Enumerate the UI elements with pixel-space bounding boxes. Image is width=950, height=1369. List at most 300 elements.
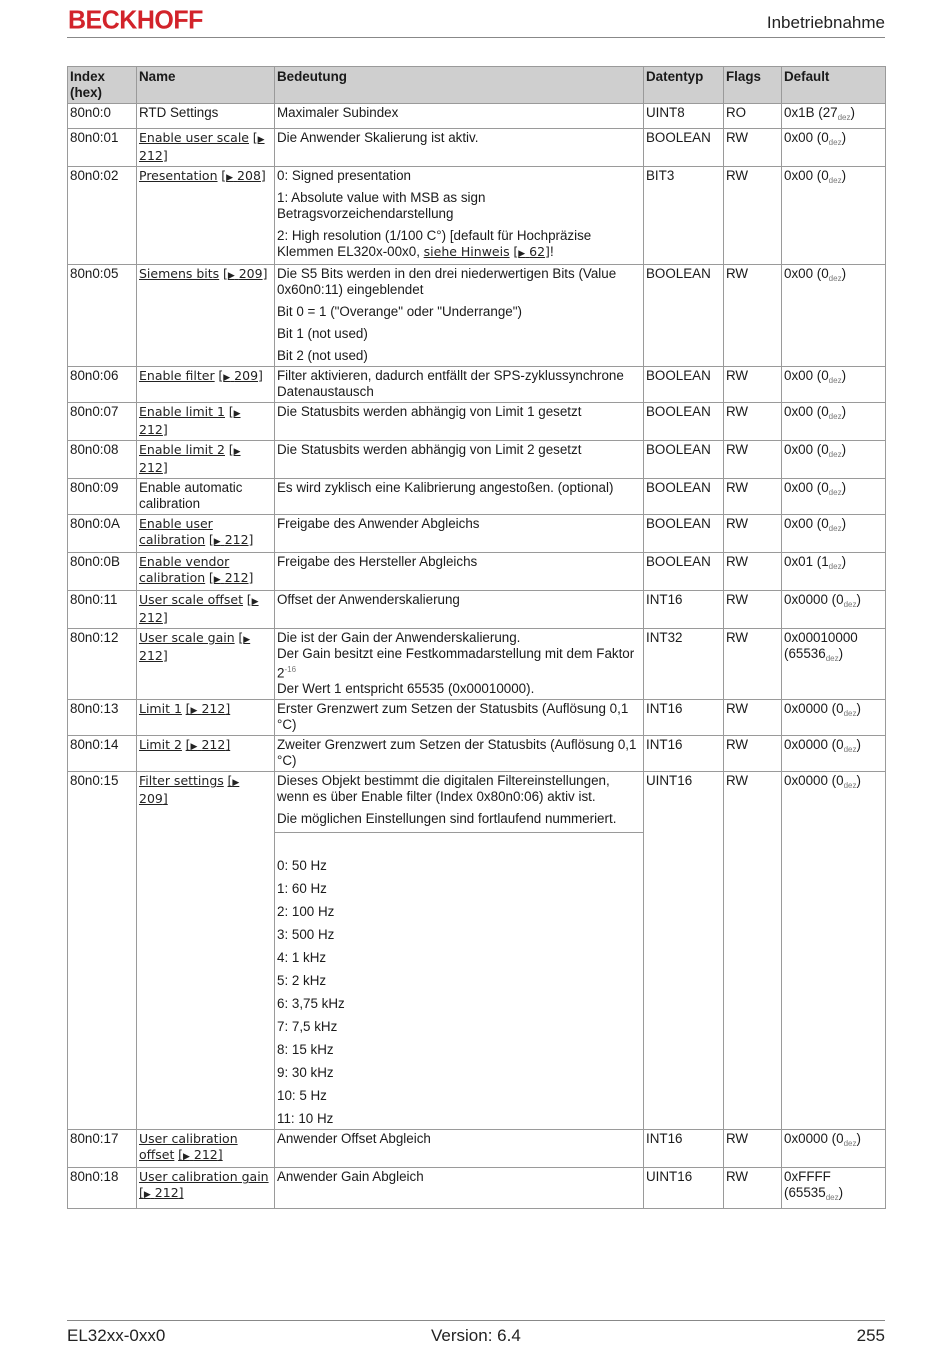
name-cell <box>137 403 275 441</box>
flags-cell: RW <box>724 772 782 1130</box>
name-cell <box>137 1168 275 1209</box>
meaning-line <box>277 1131 641 1147</box>
meaning-cell <box>275 772 644 1130</box>
flags-cell: RW <box>724 591 782 629</box>
default-cell <box>782 403 886 441</box>
exponent: -16 <box>284 665 297 674</box>
footer-page-number: 255 <box>856 1326 885 1345</box>
default-close: ) <box>841 404 847 419</box>
arrow-icon: ▶ <box>233 409 241 419</box>
name-cell <box>137 167 275 265</box>
hint-tail: ! <box>549 244 554 259</box>
page-link[interactable]: [▶ 212] <box>139 130 265 163</box>
default-close: ) <box>856 773 861 789</box>
default-close: ) <box>856 1131 861 1147</box>
default-value: 0x00 (0 <box>784 130 829 145</box>
col-default-header: Default <box>782 67 886 104</box>
default-value: 0x01 (1 <box>784 554 829 569</box>
default-close: ) <box>856 592 861 607</box>
default-value: 0xFFFF (65535 <box>784 1169 831 1201</box>
meaning-line <box>277 681 641 697</box>
meaning-cell <box>275 591 644 629</box>
name-link[interactable]: Limit 2 <box>139 737 182 753</box>
meaning-line <box>277 442 641 458</box>
name-cell <box>137 129 275 167</box>
meaning-line <box>277 554 641 570</box>
name-cell <box>137 700 275 736</box>
index-cell: 80n0:12 <box>68 629 137 700</box>
filter-option: 1: 60 Hz <box>277 881 327 897</box>
arrow-icon: ▶ <box>518 249 526 259</box>
index-cell: 80n0:0B <box>68 553 137 591</box>
datatype-cell: BOOLEAN <box>644 515 724 553</box>
table-row <box>68 104 886 129</box>
filter-option: 5: 2 kHz <box>277 973 327 989</box>
name-cell <box>137 772 275 1130</box>
default-value: 0x0000 (0 <box>784 737 844 753</box>
default-close: ) <box>841 480 847 495</box>
default-cell <box>782 167 886 265</box>
name-link[interactable]: User calibration offset <box>139 1131 238 1163</box>
page-link[interactable]: [▶ 212] <box>139 1185 184 1201</box>
meaning-cell <box>275 1168 644 1209</box>
default-base: dez <box>828 488 842 497</box>
datatype-cell: UINT8 <box>644 104 724 129</box>
datatype-cell: INT16 <box>644 700 724 736</box>
default-close: ) <box>841 266 847 281</box>
index-cell: 80n0:17 <box>68 1130 137 1168</box>
default-base: dez <box>825 654 839 663</box>
index-cell: 80n0:0A <box>68 515 137 553</box>
meaning-cell <box>275 129 644 167</box>
flags-cell: RW <box>724 167 782 265</box>
table-row <box>68 265 886 367</box>
name-cell <box>137 265 275 367</box>
default-cell <box>782 629 886 700</box>
default-close: ) <box>838 1185 844 1201</box>
default-value: 0x0000 (0 <box>784 701 844 717</box>
filter-option: 7: 7,5 kHz <box>277 1019 338 1035</box>
default-value: 0x0000 (0 <box>784 773 844 789</box>
meaning-text: 2: High resolution (1/100 C°) [default für Hochpräzise Klemmen EL320x-00x0, <box>277 228 592 259</box>
name-cell <box>137 629 275 700</box>
table-row <box>68 1168 886 1209</box>
flags-cell: RW <box>724 1168 782 1209</box>
page-ref[interactable]: 212 <box>139 648 163 663</box>
default-value: 0x00 (0 <box>784 480 829 495</box>
arrow-icon: ▶ <box>213 537 221 547</box>
index-cell: 80n0:06 <box>68 367 137 403</box>
arrow-icon: ▶ <box>233 447 241 457</box>
default-base: dez <box>828 412 842 421</box>
page-ref[interactable]: 62 <box>529 244 546 259</box>
page-link[interactable]: [▶ 208] <box>221 168 266 183</box>
index-cell: 80n0:14 <box>68 736 137 772</box>
meaning-line <box>277 701 641 733</box>
meaning-text: Die Anwender Skalierung ist aktiv. <box>277 130 479 145</box>
col-index-header: Index (hex) <box>68 67 137 104</box>
page-ref[interactable]: 209 <box>238 266 263 281</box>
page-link[interactable]: [▶ 212] <box>178 1147 223 1163</box>
page-ref[interactable]: 212 <box>193 1147 218 1163</box>
filter-option: 10: 5 Hz <box>277 1088 327 1104</box>
page-ref[interactable]: 212 <box>154 1185 179 1201</box>
table-row <box>68 167 886 265</box>
page-link[interactable]: [▶ 209] <box>218 368 263 383</box>
meaning-line <box>277 348 641 364</box>
name-text: RTD Settings <box>139 105 219 120</box>
meaning-line <box>277 368 641 400</box>
default-close: ) <box>841 442 847 457</box>
default-cell <box>782 700 886 736</box>
table-row <box>68 591 886 629</box>
datatype-cell: INT16 <box>644 591 724 629</box>
footer-divider <box>67 1320 885 1321</box>
meaning-line <box>277 516 641 532</box>
default-close: ) <box>841 130 847 145</box>
meaning-line <box>277 266 641 298</box>
datatype-cell: INT16 <box>644 736 724 772</box>
default-base: dez <box>828 376 842 385</box>
index-cell: 80n0:05 <box>68 265 137 367</box>
table-row <box>68 441 886 479</box>
header-divider <box>67 37 885 38</box>
datatype-cell: BOOLEAN <box>644 129 724 167</box>
flags-cell: RW <box>724 1130 782 1168</box>
datatype-cell: BOOLEAN <box>644 367 724 403</box>
meaning-line <box>277 404 641 420</box>
name-cell <box>137 104 275 129</box>
name-link[interactable]: Enable user calibration <box>139 516 213 547</box>
filter-option: 2: 100 Hz <box>277 904 335 920</box>
name-cell <box>137 515 275 553</box>
default-base: dez <box>843 745 857 755</box>
meaning-line <box>277 326 641 342</box>
page-ref[interactable]: 212 <box>224 532 249 547</box>
default-value: 0x1B (27 <box>784 105 838 120</box>
index-cell: 80n0:15 <box>68 772 137 1130</box>
flags-cell: RW <box>724 479 782 515</box>
col-type-header: Datentyp <box>644 67 724 104</box>
datatype-cell: INT16 <box>644 1130 724 1168</box>
default-close: ) <box>850 105 855 120</box>
table-row <box>68 1130 886 1168</box>
meaning-text: Freigabe des Anwender Abgleichs <box>277 516 480 531</box>
default-cell <box>782 772 886 1130</box>
name-cell <box>137 441 275 479</box>
meaning-text: Offset der Anwenderskalierung <box>277 592 460 607</box>
flags-cell: RW <box>724 515 782 553</box>
index-cell: 80n0:07 <box>68 403 137 441</box>
col-flags-header: Flags <box>724 67 782 104</box>
meaning-text: Erster Grenzwert zum Setzen der Statusbits (Auflösung 0,1 °C) <box>277 701 629 733</box>
flags-cell: RW <box>724 553 782 591</box>
table-row <box>68 367 886 403</box>
meaning-text: 0: Signed presentation <box>277 168 412 183</box>
default-base: dez <box>828 138 842 147</box>
default-cell <box>782 129 886 167</box>
filter-option: 3: 500 Hz <box>277 927 335 943</box>
arrow-icon: ▶ <box>232 778 240 789</box>
default-value: 0x00 (0 <box>784 442 829 457</box>
beckhoff-logo: BECKHOFF <box>68 5 203 35</box>
default-cell <box>782 104 886 129</box>
meaning-cell <box>275 167 644 265</box>
default-close: ) <box>841 516 847 531</box>
default-cell <box>782 736 886 772</box>
page-ref[interactable]: 212 <box>139 422 163 437</box>
page-link[interactable]: [▶ 212] <box>139 592 259 625</box>
table-row <box>68 700 886 736</box>
arrow-icon: ▶ <box>143 1190 151 1201</box>
hint-link[interactable]: siehe Hinweis <box>423 244 510 259</box>
name-cell <box>137 1130 275 1168</box>
flags-cell: RW <box>724 629 782 700</box>
default-cell <box>782 591 886 629</box>
meaning-cell <box>275 367 644 403</box>
default-base: dez <box>828 450 842 459</box>
meaning-cell <box>275 403 644 441</box>
flags-cell: RW <box>724 265 782 367</box>
meaning-text: Freigabe des Hersteller Abgleichs <box>277 554 478 569</box>
datatype-cell: UINT16 <box>644 772 724 1130</box>
table-row <box>68 403 886 441</box>
meaning-text: Der Wert 1 entspricht 65535 (0x00010000). <box>277 681 535 697</box>
default-value: 0x00 (0 <box>784 404 829 419</box>
default-close: ) <box>856 701 861 717</box>
arrow-icon: ▶ <box>223 373 231 383</box>
page-ref[interactable]: 212 <box>139 460 163 475</box>
meaning-line <box>277 480 641 496</box>
default-base: dez <box>837 113 851 122</box>
default-cell <box>782 441 886 479</box>
default-base: dez <box>843 781 857 791</box>
meaning-line <box>277 630 641 646</box>
default-cell <box>782 265 886 367</box>
default-base: dez <box>828 176 842 185</box>
meaning-line <box>277 773 641 805</box>
default-cell <box>782 553 886 591</box>
name-link[interactable]: Siemens bits <box>139 266 220 281</box>
page-ref[interactable]: 212 <box>201 701 226 717</box>
default-base: dez <box>828 562 842 571</box>
name-link[interactable]: User scale gain <box>139 630 235 645</box>
index-cell: 80n0:13 <box>68 700 137 736</box>
default-base: dez <box>843 1139 857 1149</box>
name-link[interactable]: Presentation <box>139 168 218 183</box>
default-base: dez <box>828 274 842 283</box>
arrow-icon: ▶ <box>190 706 198 717</box>
meaning-text: Der Gain besitzt eine Festkommadarstellung mit dem Faktor 2 <box>277 646 635 681</box>
filter-option: 6: 3,75 kHz <box>277 996 345 1012</box>
page-link[interactable]: [▶ 212] <box>208 570 254 585</box>
meaning-line <box>277 190 641 222</box>
arrow-icon: ▶ <box>243 635 251 645</box>
name-link[interactable]: Enable vendor calibration <box>139 554 230 585</box>
object-table <box>67 66 886 1209</box>
datatype-cell: BOOLEAN <box>644 265 724 367</box>
name-link[interactable]: Enable limit 2 <box>139 442 225 457</box>
default-cell <box>782 479 886 515</box>
default-cell <box>782 367 886 403</box>
meaning-cell <box>275 515 644 553</box>
page-ref[interactable]: 212 <box>201 737 226 753</box>
meaning-text: Die ist der Gain der Anwenderskalierung. <box>277 630 521 645</box>
col-meaning-header: Bedeutung <box>275 67 644 104</box>
default-close: ) <box>841 368 847 383</box>
meaning-text: Anwender Gain Abgleich <box>277 1169 424 1185</box>
name-link[interactable]: Enable user scale <box>139 130 249 145</box>
default-base: dez <box>828 524 842 533</box>
default-close: ) <box>856 737 861 753</box>
name-link[interactable]: User scale offset <box>139 592 244 607</box>
meaning-text: Es wird zyklisch eine Kalibrierung angestoßen. (optional) <box>277 480 614 495</box>
index-cell: 80n0:02 <box>68 167 137 265</box>
table-body <box>68 104 886 1209</box>
table-header-row <box>68 67 886 104</box>
meaning-text: Bit 2 (not used) <box>277 348 368 363</box>
filter-option: 9: 30 kHz <box>277 1065 334 1081</box>
meaning-cell <box>275 265 644 367</box>
name-link[interactable]: User calibration gain <box>139 1169 269 1185</box>
section-title: Inbetriebnahme <box>766 13 885 32</box>
index-cell: 80n0:08 <box>68 441 137 479</box>
datatype-cell: INT32 <box>644 629 724 700</box>
flags-cell: RW <box>724 367 782 403</box>
meaning-line <box>277 646 641 681</box>
filter-option: 11: 10 Hz <box>277 1111 334 1127</box>
default-cell <box>782 1168 886 1209</box>
name-link[interactable]: Enable limit 1 <box>139 404 225 419</box>
datatype-cell: BOOLEAN <box>644 479 724 515</box>
meaning-cell <box>275 441 644 479</box>
meaning-text: Die Statusbits werden abhängig von Limit 1 gesetzt <box>277 404 582 419</box>
page-link[interactable]: [▶ 209] <box>139 773 240 807</box>
name-link[interactable]: Enable filter <box>139 368 215 383</box>
name-cell <box>137 479 275 515</box>
flags-cell: RW <box>724 441 782 479</box>
meaning-line <box>277 105 641 121</box>
datatype-cell: BOOLEAN <box>644 441 724 479</box>
default-close: ) <box>841 168 847 183</box>
meaning-line <box>277 592 641 608</box>
meaning-line <box>277 737 641 769</box>
datatype-cell: UINT16 <box>644 1168 724 1209</box>
name-link[interactable]: Limit 1 <box>139 701 182 717</box>
datatype-cell: BOOLEAN <box>644 403 724 441</box>
meaning-cell <box>275 104 644 129</box>
filter-option: 4: 1 kHz <box>277 950 327 966</box>
meaning-text: Zweiter Grenzwert zum Setzen der Statusbits (Auflösung 0,1 °C) <box>277 737 637 769</box>
page-link[interactable]: [▶ 62] <box>513 244 550 259</box>
flags-cell: RO <box>724 104 782 129</box>
default-value: 0x0000 (0 <box>784 1131 844 1147</box>
meaning-text: Bit 0 = 1 ("Overange" oder "Underrange") <box>277 304 522 319</box>
datatype-cell: BOOLEAN <box>644 553 724 591</box>
meaning-cell <box>275 479 644 515</box>
meaning-cell <box>275 629 644 700</box>
default-close: ) <box>841 554 847 569</box>
table-row <box>68 479 886 515</box>
meaning-line <box>277 130 641 146</box>
name-link[interactable]: Filter settings <box>139 773 224 789</box>
datatype-cell: BIT3 <box>644 167 724 265</box>
default-value: 0x00010000 (65536 <box>784 630 858 661</box>
page-ref[interactable]: 212 <box>224 570 249 585</box>
page-link[interactable]: [▶ 212] <box>185 737 231 753</box>
page-ref[interactable]: 209 <box>234 368 259 383</box>
meaning-text: Bit 1 (not used) <box>277 326 368 341</box>
index-cell: 80n0:18 <box>68 1168 137 1209</box>
page-link[interactable]: [▶ 212] <box>139 630 251 663</box>
page-ref[interactable]: 212 <box>139 148 163 163</box>
arrow-icon: ▶ <box>183 1152 190 1163</box>
meaning-line <box>277 1169 641 1185</box>
flags-cell: RW <box>724 129 782 167</box>
page-ref[interactable]: 208 <box>237 168 261 183</box>
page-link[interactable]: [▶ 212] <box>139 442 241 475</box>
meaning-text: Die Statusbits werden abhängig von Limit 2 gesetzt <box>277 442 582 457</box>
arrow-icon: ▶ <box>190 742 198 753</box>
meaning-cell <box>275 1130 644 1168</box>
name-cell <box>137 736 275 772</box>
page-link[interactable]: [▶ 212] <box>139 404 241 437</box>
meaning-text: Anwender Offset Abgleich <box>277 1131 431 1147</box>
page-link[interactable]: [▶ 209] <box>222 266 268 281</box>
arrow-icon: ▶ <box>257 135 265 145</box>
index-cell: 80n0:0 <box>68 104 137 129</box>
meaning-line <box>277 811 641 827</box>
meaning-cell <box>275 736 644 772</box>
table-row <box>68 553 886 591</box>
meaning-text: Dieses Objekt bestimmt die digitalen Filtereinstellungen, wenn es über Enable filter (Index 0x80n0:06) aktiv ist. <box>277 773 610 805</box>
table-row <box>68 129 886 167</box>
meaning-text: Die S5 Bits werden in den drei niederwertigen Bits (Value 0x60n0:11) eingeblendet <box>277 266 617 297</box>
default-base: dez <box>843 600 857 609</box>
name-text: Enable automatic calibration <box>139 480 243 511</box>
arrow-icon: ▶ <box>227 271 235 281</box>
col-name-header: Name <box>137 67 275 104</box>
meaning-cell <box>275 700 644 736</box>
flags-cell: RW <box>724 700 782 736</box>
page-ref[interactable]: 212 <box>139 610 163 625</box>
meaning-separator <box>275 832 643 857</box>
arrow-icon: ▶ <box>251 597 259 607</box>
table-row <box>68 629 886 700</box>
filter-option: 0: 50 Hz <box>277 858 327 874</box>
default-base: dez <box>825 1193 839 1203</box>
footer-product: EL32xx-0xx0 <box>67 1326 166 1345</box>
meaning-cell <box>275 553 644 591</box>
meaning-text: Filter aktivieren, dadurch entfällt der SPS-zyklussynchrone Datenaustausch <box>277 368 624 399</box>
page-link[interactable]: [▶ 212] <box>185 701 231 717</box>
default-close: ) <box>838 646 844 661</box>
default-cell <box>782 515 886 553</box>
page-link[interactable]: [▶ 212] <box>208 532 254 547</box>
default-value: 0x00 (0 <box>784 168 829 183</box>
page-ref[interactable]: 209 <box>139 791 163 807</box>
meaning-text: Die möglichen Einstellungen sind fortlaufend nummeriert. <box>277 811 617 827</box>
index-cell: 80n0:09 <box>68 479 137 515</box>
table-row <box>68 515 886 553</box>
default-value: 0x0000 (0 <box>784 592 844 607</box>
flags-cell: RW <box>724 736 782 772</box>
default-value: 0x00 (0 <box>784 368 829 383</box>
meaning-line <box>277 168 641 184</box>
meaning-line <box>277 304 641 320</box>
default-value: 0x00 (0 <box>784 266 829 281</box>
flags-cell: RW <box>724 403 782 441</box>
